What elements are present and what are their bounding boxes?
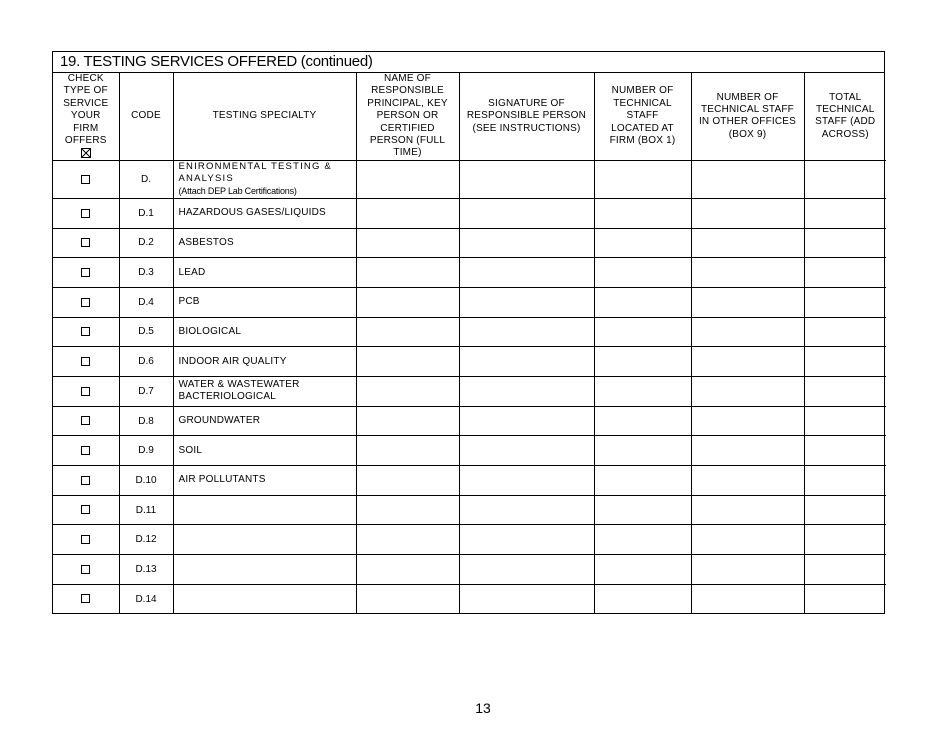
- service-checkbox[interactable]: [81, 535, 90, 544]
- table-row: [53, 495, 886, 525]
- principal-input-cell[interactable]: [356, 376, 459, 406]
- service-checkbox[interactable]: [81, 387, 90, 396]
- code-cell: D.6: [119, 347, 173, 377]
- staff-at-firm-input-cell[interactable]: [594, 525, 691, 555]
- principal-input-cell[interactable]: [356, 198, 459, 228]
- specialty-label: SOIL: [178, 444, 203, 456]
- total-staff-input-cell[interactable]: [804, 376, 886, 406]
- code-cell: D.10: [119, 466, 173, 496]
- specialty-cell: [173, 525, 356, 555]
- staff-at-firm-input-cell[interactable]: [594, 347, 691, 377]
- table-row: [53, 198, 886, 228]
- service-checkbox-cell: [53, 436, 119, 466]
- specialty-cell: [173, 466, 356, 496]
- principal-input-cell[interactable]: [356, 347, 459, 377]
- total-staff-input-cell[interactable]: [804, 347, 886, 377]
- staff-other-input-cell[interactable]: [691, 228, 804, 258]
- specialty-cell: [173, 228, 356, 258]
- staff-at-firm-input-cell[interactable]: [594, 406, 691, 436]
- signature-input-cell[interactable]: [459, 584, 594, 613]
- staff-other-input-cell[interactable]: [691, 376, 804, 406]
- principal-input-cell[interactable]: [356, 287, 459, 317]
- total-staff-input-cell[interactable]: [804, 406, 886, 436]
- code-cell: D.12: [119, 525, 173, 555]
- service-checkbox[interactable]: [81, 446, 90, 455]
- service-checkbox-cell: [53, 584, 119, 613]
- code-cell: D.5: [119, 317, 173, 347]
- signature-input-cell[interactable]: [459, 525, 594, 555]
- testing-services-table: [53, 73, 886, 613]
- specialty-cell: [173, 436, 356, 466]
- signature-input-cell[interactable]: [459, 495, 594, 525]
- specialty-cell: [173, 555, 356, 585]
- staff-other-input-cell[interactable]: [691, 258, 804, 288]
- total-staff-input-cell[interactable]: [804, 466, 886, 496]
- service-checkbox[interactable]: [81, 268, 90, 277]
- staff-at-firm-input-cell[interactable]: [594, 160, 691, 198]
- service-checkbox[interactable]: [81, 416, 90, 425]
- principal-input-cell[interactable]: [356, 228, 459, 258]
- header-row: [53, 73, 886, 160]
- specialty-cell: [173, 376, 356, 406]
- checked-box-icon: [81, 148, 91, 158]
- principal-input-cell[interactable]: [356, 525, 459, 555]
- service-checkbox-cell: [53, 525, 119, 555]
- staff-other-input-cell[interactable]: [691, 525, 804, 555]
- staff-at-firm-input-cell[interactable]: [594, 287, 691, 317]
- specialty-label: LEAD: [178, 266, 206, 278]
- specialty-cell: [173, 317, 356, 347]
- code-cell: D.11: [119, 495, 173, 525]
- staff-other-input-cell[interactable]: [691, 347, 804, 377]
- service-checkbox-cell: [53, 287, 119, 317]
- service-checkbox[interactable]: [81, 594, 90, 603]
- specialty-label: AIR POLLUTANTS: [178, 474, 266, 486]
- staff-at-firm-input-cell[interactable]: [594, 466, 691, 496]
- principal-input-cell[interactable]: [356, 584, 459, 613]
- table-row: [53, 317, 886, 347]
- service-checkbox-cell: [53, 376, 119, 406]
- specialty-label: GROUNDWATER: [178, 415, 261, 426]
- staff-other-input-cell[interactable]: [691, 555, 804, 585]
- staff-at-firm-input-cell[interactable]: [594, 495, 691, 525]
- table-row: [53, 466, 886, 496]
- table-row: [53, 347, 886, 377]
- table-row: [53, 287, 886, 317]
- service-checkbox-cell: [53, 258, 119, 288]
- staff-other-input-cell[interactable]: [691, 584, 804, 613]
- table-row: [53, 160, 886, 198]
- total-staff-input-cell[interactable]: [804, 317, 886, 347]
- specialty-cell: [173, 406, 356, 436]
- principal-input-cell[interactable]: [356, 555, 459, 585]
- code-cell: D.4: [119, 287, 173, 317]
- signature-input-cell[interactable]: [459, 287, 594, 317]
- service-checkbox-cell: [53, 160, 119, 198]
- signature-input-cell[interactable]: [459, 347, 594, 377]
- signature-input-cell[interactable]: [459, 198, 594, 228]
- specialty-cell: [173, 495, 356, 525]
- signature-input-cell[interactable]: [459, 160, 594, 198]
- header-check: CHECK TYPE OF SERVICE YOUR FIRM OFFERS: [53, 73, 119, 160]
- header-total: TOTAL TECHNICAL STAFF (ADD ACROSS): [804, 73, 886, 160]
- header-staff-at-firm: NUMBER OF TECHNICAL STAFF LOCATED AT FIRM (BOX 1): [594, 73, 691, 160]
- total-staff-input-cell[interactable]: [804, 555, 886, 585]
- specialty-label: PCB: [178, 296, 200, 308]
- total-staff-input-cell[interactable]: [804, 495, 886, 525]
- signature-input-cell[interactable]: [459, 555, 594, 585]
- staff-at-firm-input-cell[interactable]: [594, 376, 691, 406]
- specialty-label: ENIRONMENTAL TESTING & ANALYSIS: [178, 161, 332, 185]
- page-number: 13: [475, 700, 491, 716]
- table-row: [53, 525, 886, 555]
- total-staff-input-cell[interactable]: [804, 436, 886, 466]
- service-checkbox-cell: [53, 198, 119, 228]
- specialty-note: (Attach DEP Lab Certifications): [178, 186, 297, 197]
- total-staff-input-cell[interactable]: [804, 160, 886, 198]
- staff-other-input-cell[interactable]: [691, 317, 804, 347]
- code-cell: D.7: [119, 376, 173, 406]
- signature-input-cell[interactable]: [459, 258, 594, 288]
- staff-at-firm-input-cell[interactable]: [594, 258, 691, 288]
- signature-input-cell[interactable]: [459, 376, 594, 406]
- staff-at-firm-input-cell[interactable]: [594, 317, 691, 347]
- specialty-label: ASBESTOS: [178, 236, 234, 248]
- principal-input-cell[interactable]: [356, 317, 459, 347]
- signature-input-cell[interactable]: [459, 436, 594, 466]
- code-cell: D.14: [119, 584, 173, 613]
- total-staff-input-cell[interactable]: [804, 198, 886, 228]
- specialty-label: WATER & WASTEWATER BACTERIOLOGICAL: [178, 379, 300, 403]
- total-staff-input-cell[interactable]: [804, 228, 886, 258]
- service-checkbox-cell: [53, 317, 119, 347]
- service-checkbox[interactable]: [81, 565, 90, 574]
- code-cell: D.2: [119, 228, 173, 258]
- code-cell: D.13: [119, 555, 173, 585]
- table-row: [53, 258, 886, 288]
- staff-at-firm-input-cell[interactable]: [594, 228, 691, 258]
- header-principal: NAME OF RESPONSIBLE PRINCIPAL, KEY PERSON OR CERTIFIED PERSON (FULL TIME): [356, 73, 459, 160]
- principal-input-cell[interactable]: [356, 160, 459, 198]
- service-checkbox[interactable]: [81, 238, 90, 247]
- specialty-cell: [173, 347, 356, 377]
- service-checkbox-cell: [53, 228, 119, 258]
- service-checkbox[interactable]: [81, 175, 90, 184]
- specialty-cell: [173, 584, 356, 613]
- signature-input-cell[interactable]: [459, 228, 594, 258]
- total-staff-input-cell[interactable]: [804, 584, 886, 613]
- staff-at-firm-input-cell[interactable]: [594, 198, 691, 228]
- staff-other-input-cell[interactable]: [691, 466, 804, 496]
- service-checkbox[interactable]: [81, 505, 90, 514]
- specialty-cell: [173, 287, 356, 317]
- service-checkbox-cell: [53, 495, 119, 525]
- principal-input-cell[interactable]: [356, 495, 459, 525]
- staff-at-firm-input-cell[interactable]: [594, 584, 691, 613]
- signature-input-cell[interactable]: [459, 406, 594, 436]
- service-checkbox[interactable]: [81, 298, 90, 307]
- staff-at-firm-input-cell[interactable]: [594, 436, 691, 466]
- total-staff-input-cell[interactable]: [804, 525, 886, 555]
- header-specialty: TESTING SPECIALTY: [173, 73, 356, 160]
- specialty-label: INDOOR AIR QUALITY: [178, 355, 287, 367]
- code-cell: D.1: [119, 198, 173, 228]
- signature-input-cell[interactable]: [459, 466, 594, 496]
- header-staff-other: NUMBER OF TECHNICAL STAFF IN OTHER OFFICES (BOX 9): [691, 73, 804, 160]
- service-checkbox-cell: [53, 347, 119, 377]
- specialty-label: HAZARDOUS GASES/LIQUIDS: [178, 207, 326, 219]
- staff-other-input-cell[interactable]: [691, 406, 804, 436]
- table-row: [53, 376, 886, 406]
- staff-other-input-cell[interactable]: [691, 495, 804, 525]
- specialty-cell: [173, 198, 356, 228]
- specialty-cell: [173, 258, 356, 288]
- service-checkbox-cell: [53, 406, 119, 436]
- table-row: [53, 555, 886, 585]
- principal-input-cell[interactable]: [356, 258, 459, 288]
- table-row: [53, 436, 886, 466]
- staff-other-input-cell[interactable]: [691, 160, 804, 198]
- specialty-cell: [173, 160, 356, 198]
- service-checkbox-cell: [53, 466, 119, 496]
- staff-other-input-cell[interactable]: [691, 436, 804, 466]
- table-row: [53, 406, 886, 436]
- service-checkbox-cell: [53, 555, 119, 585]
- section-title: 19. TESTING SERVICES OFFERED (continued): [53, 52, 884, 73]
- code-cell: D.3: [119, 258, 173, 288]
- code-cell: D.9: [119, 436, 173, 466]
- principal-input-cell[interactable]: [356, 436, 459, 466]
- staff-other-input-cell[interactable]: [691, 198, 804, 228]
- header-signature: SIGNATURE OF RESPONSIBLE PERSON (SEE INSTRUCTIONS): [459, 73, 594, 160]
- table-row: [53, 584, 886, 613]
- specialty-label: BIOLOGICAL: [178, 325, 242, 337]
- table-row: [53, 228, 886, 258]
- total-staff-input-cell[interactable]: [804, 287, 886, 317]
- staff-other-input-cell[interactable]: [691, 287, 804, 317]
- service-checkbox[interactable]: [81, 357, 90, 366]
- service-checkbox[interactable]: [81, 327, 90, 336]
- header-code: CODE: [119, 73, 173, 160]
- service-checkbox[interactable]: [81, 209, 90, 218]
- service-checkbox[interactable]: [81, 476, 90, 485]
- principal-input-cell[interactable]: [356, 406, 459, 436]
- principal-input-cell[interactable]: [356, 466, 459, 496]
- code-cell: D.: [119, 160, 173, 198]
- testing-services-form: [52, 51, 885, 614]
- staff-at-firm-input-cell[interactable]: [594, 555, 691, 585]
- total-staff-input-cell[interactable]: [804, 258, 886, 288]
- code-cell: D.8: [119, 406, 173, 436]
- signature-input-cell[interactable]: [459, 317, 594, 347]
